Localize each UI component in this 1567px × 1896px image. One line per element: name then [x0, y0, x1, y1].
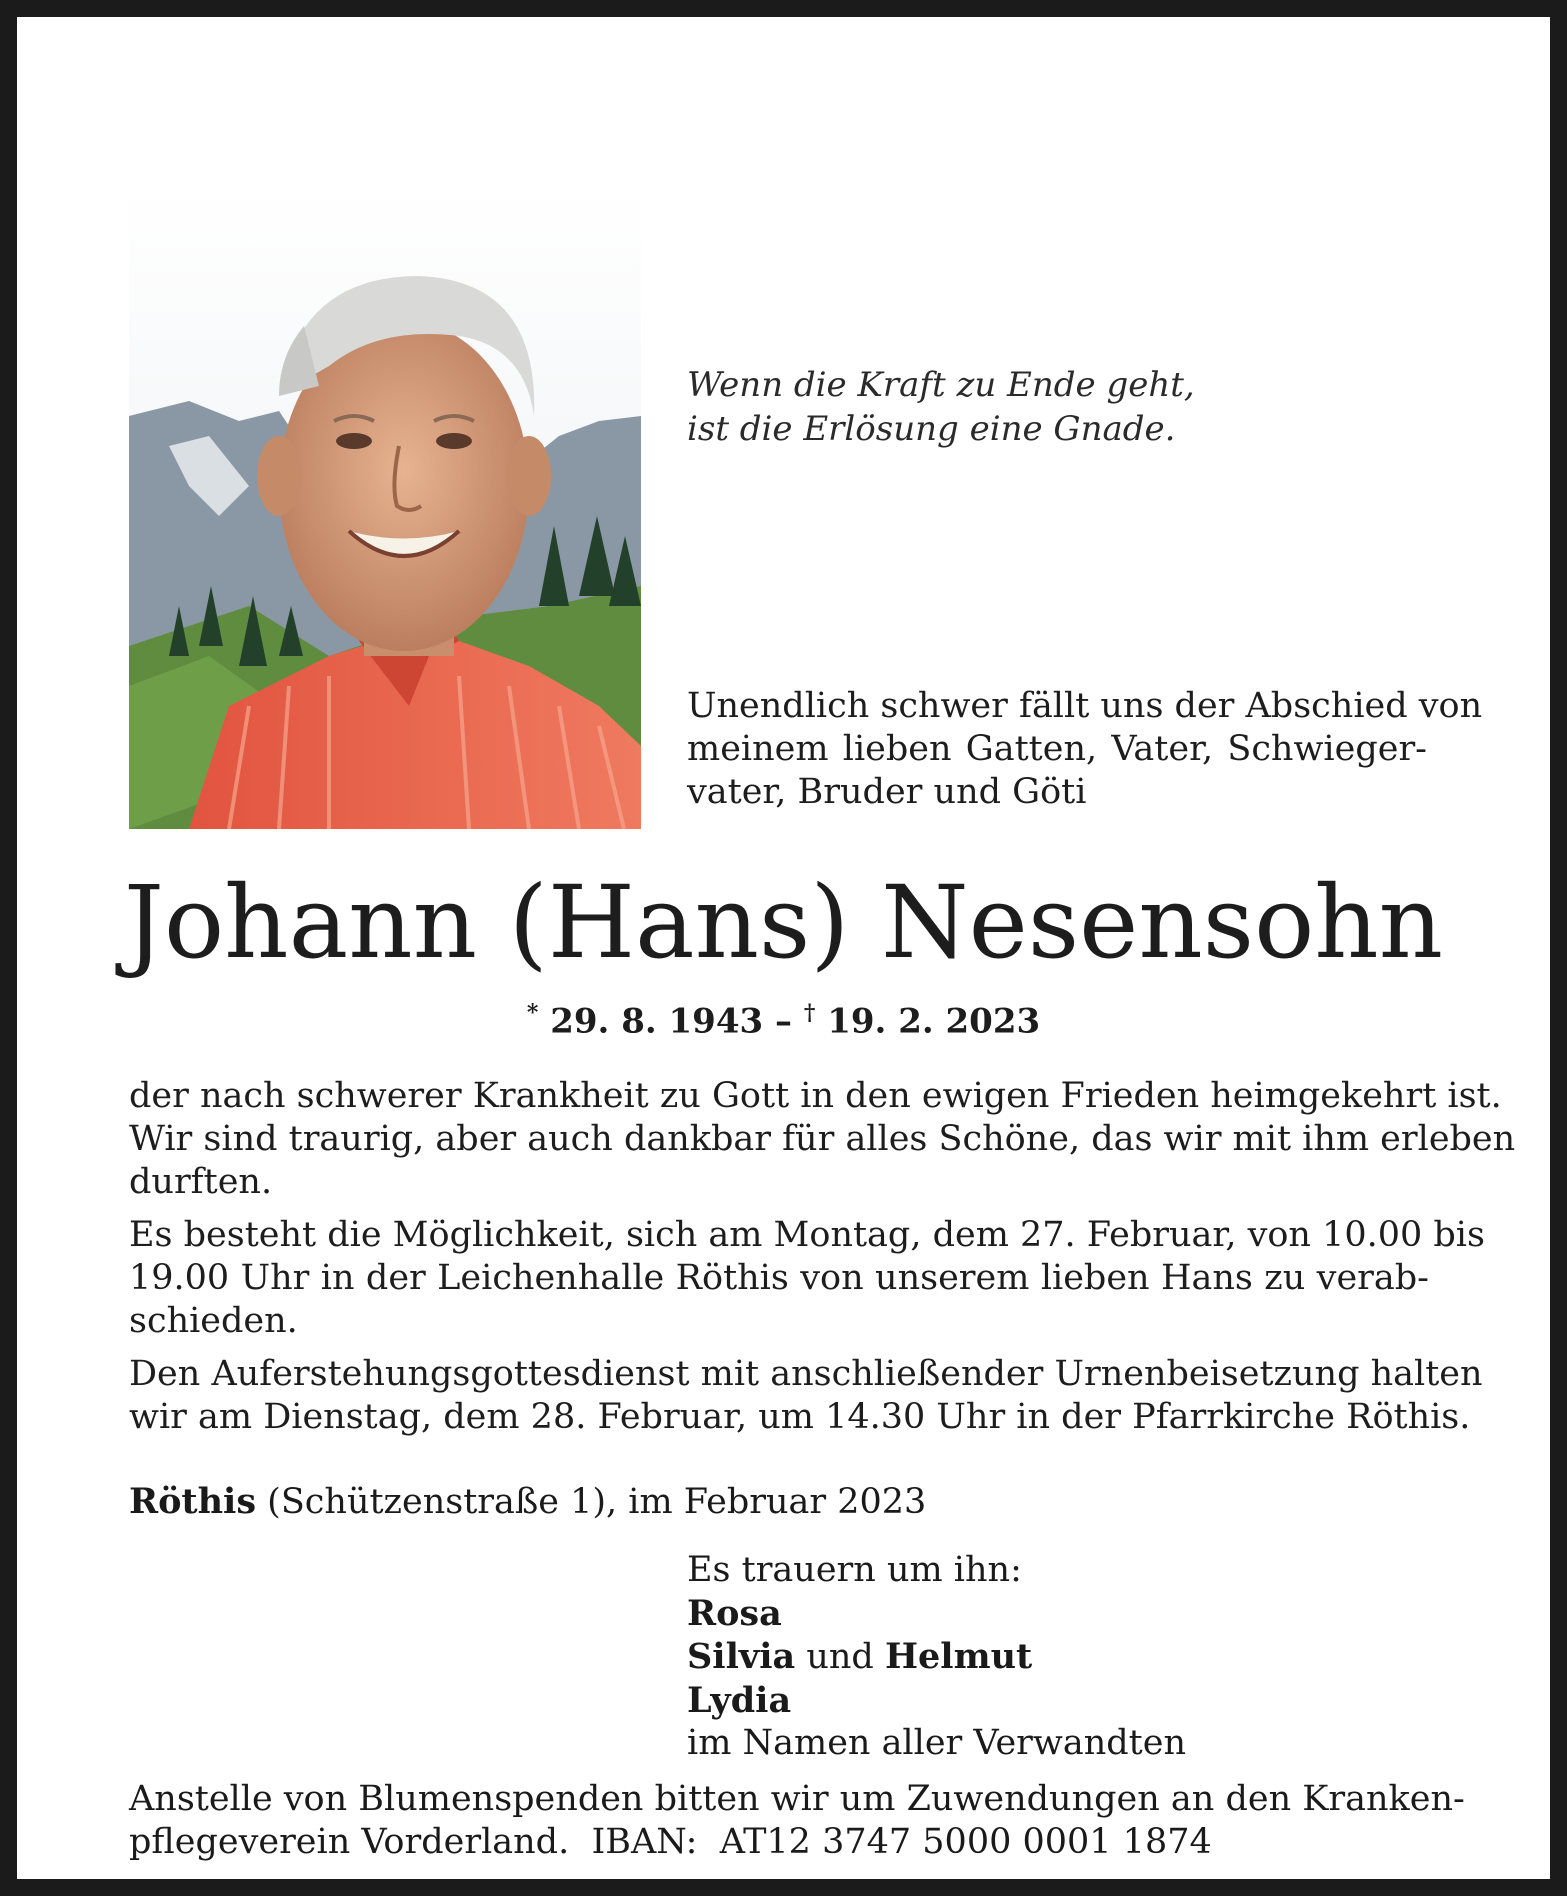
town-name: Röthis [129, 1481, 257, 1522]
paragraph-service [129, 1353, 1483, 1439]
portrait-photo [129, 186, 641, 829]
intro-line: vater, Bruder und Göti [687, 772, 1087, 812]
body-line: durften. [129, 1162, 273, 1202]
body-line: Den Auferstehungsgottesdienst mit anschließender Urnenbeisetzung halten [129, 1354, 1483, 1394]
footer-line: pflegeverein Vorderland. IBAN: AT12 3747 5000 0001 1874 [129, 1822, 1212, 1862]
footer-line: Anstelle von Blumenspenden bitten wir um Zuwendungen an den Kranken- [129, 1779, 1465, 1819]
place-and-date [129, 1480, 926, 1524]
birth-symbol: * [526, 1000, 539, 1026]
body-line: der nach schwerer Krankheit zu Gott in den ewigen Frieden heimgekehrt ist. [129, 1076, 1502, 1116]
body-line: 19.00 Uhr in der Leichenhalle Röthis von unserem lieben Hans zu verab- [129, 1258, 1429, 1298]
life-dates [17, 1000, 1550, 1041]
deceased-name: Johann (Hans) Nesensohn [123, 864, 1444, 981]
intro-text [687, 685, 1483, 814]
mourner-name: Helmut [884, 1636, 1033, 1677]
death-symbol: † [803, 1000, 816, 1026]
obituary-card [17, 17, 1550, 1879]
donation-note [129, 1778, 1465, 1864]
birth-date: 29. 8. 1943 [550, 1001, 764, 1042]
date-separator: – [775, 1001, 792, 1042]
death-date: 19. 2. 2023 [827, 1001, 1041, 1042]
mourners-list [687, 1549, 1186, 1765]
intro-line: meinem lieben Gatten, Vater, Schwieger- [687, 729, 1427, 769]
mourners-heading: Es trauern um ihn: [687, 1550, 1022, 1590]
quote [687, 363, 1387, 451]
mourner-couple [687, 1635, 1186, 1679]
announcement-body [129, 1075, 1516, 1449]
paragraph-passing [129, 1075, 1516, 1204]
body-line: Wir sind traurig, aber auch dankbar für alles Schöne, das wir mit ihm erleben [129, 1119, 1516, 1159]
mourner-name: Silvia [687, 1636, 796, 1677]
conjunction: und [795, 1637, 885, 1677]
address-and-date: (Schützenstraße 1), im Februar 2023 [256, 1482, 927, 1522]
body-line: schieden. [129, 1301, 298, 1341]
body-line: wir am Dienstag, dem 28. Februar, um 14.30 Uhr in der Pfarrkirche Röthis. [129, 1397, 1471, 1437]
mourner-name: Rosa [687, 1593, 782, 1634]
intro-line: Unendlich schwer fällt uns der Abschied von [687, 686, 1483, 726]
paragraph-viewing [129, 1214, 1485, 1343]
quote-line: ist die Erlösung eine Gnade. [687, 409, 1176, 449]
quote-line: Wenn die Kraft zu Ende geht, [687, 365, 1195, 405]
body-line: Es besteht die Möglichkeit, sich am Montag, dem 27. Februar, von 10.00 bis [129, 1215, 1485, 1255]
mourner-name: Lydia [687, 1680, 792, 1721]
portrait-illustration [129, 186, 641, 829]
mourners-closing: im Namen aller Verwandten [687, 1723, 1186, 1763]
